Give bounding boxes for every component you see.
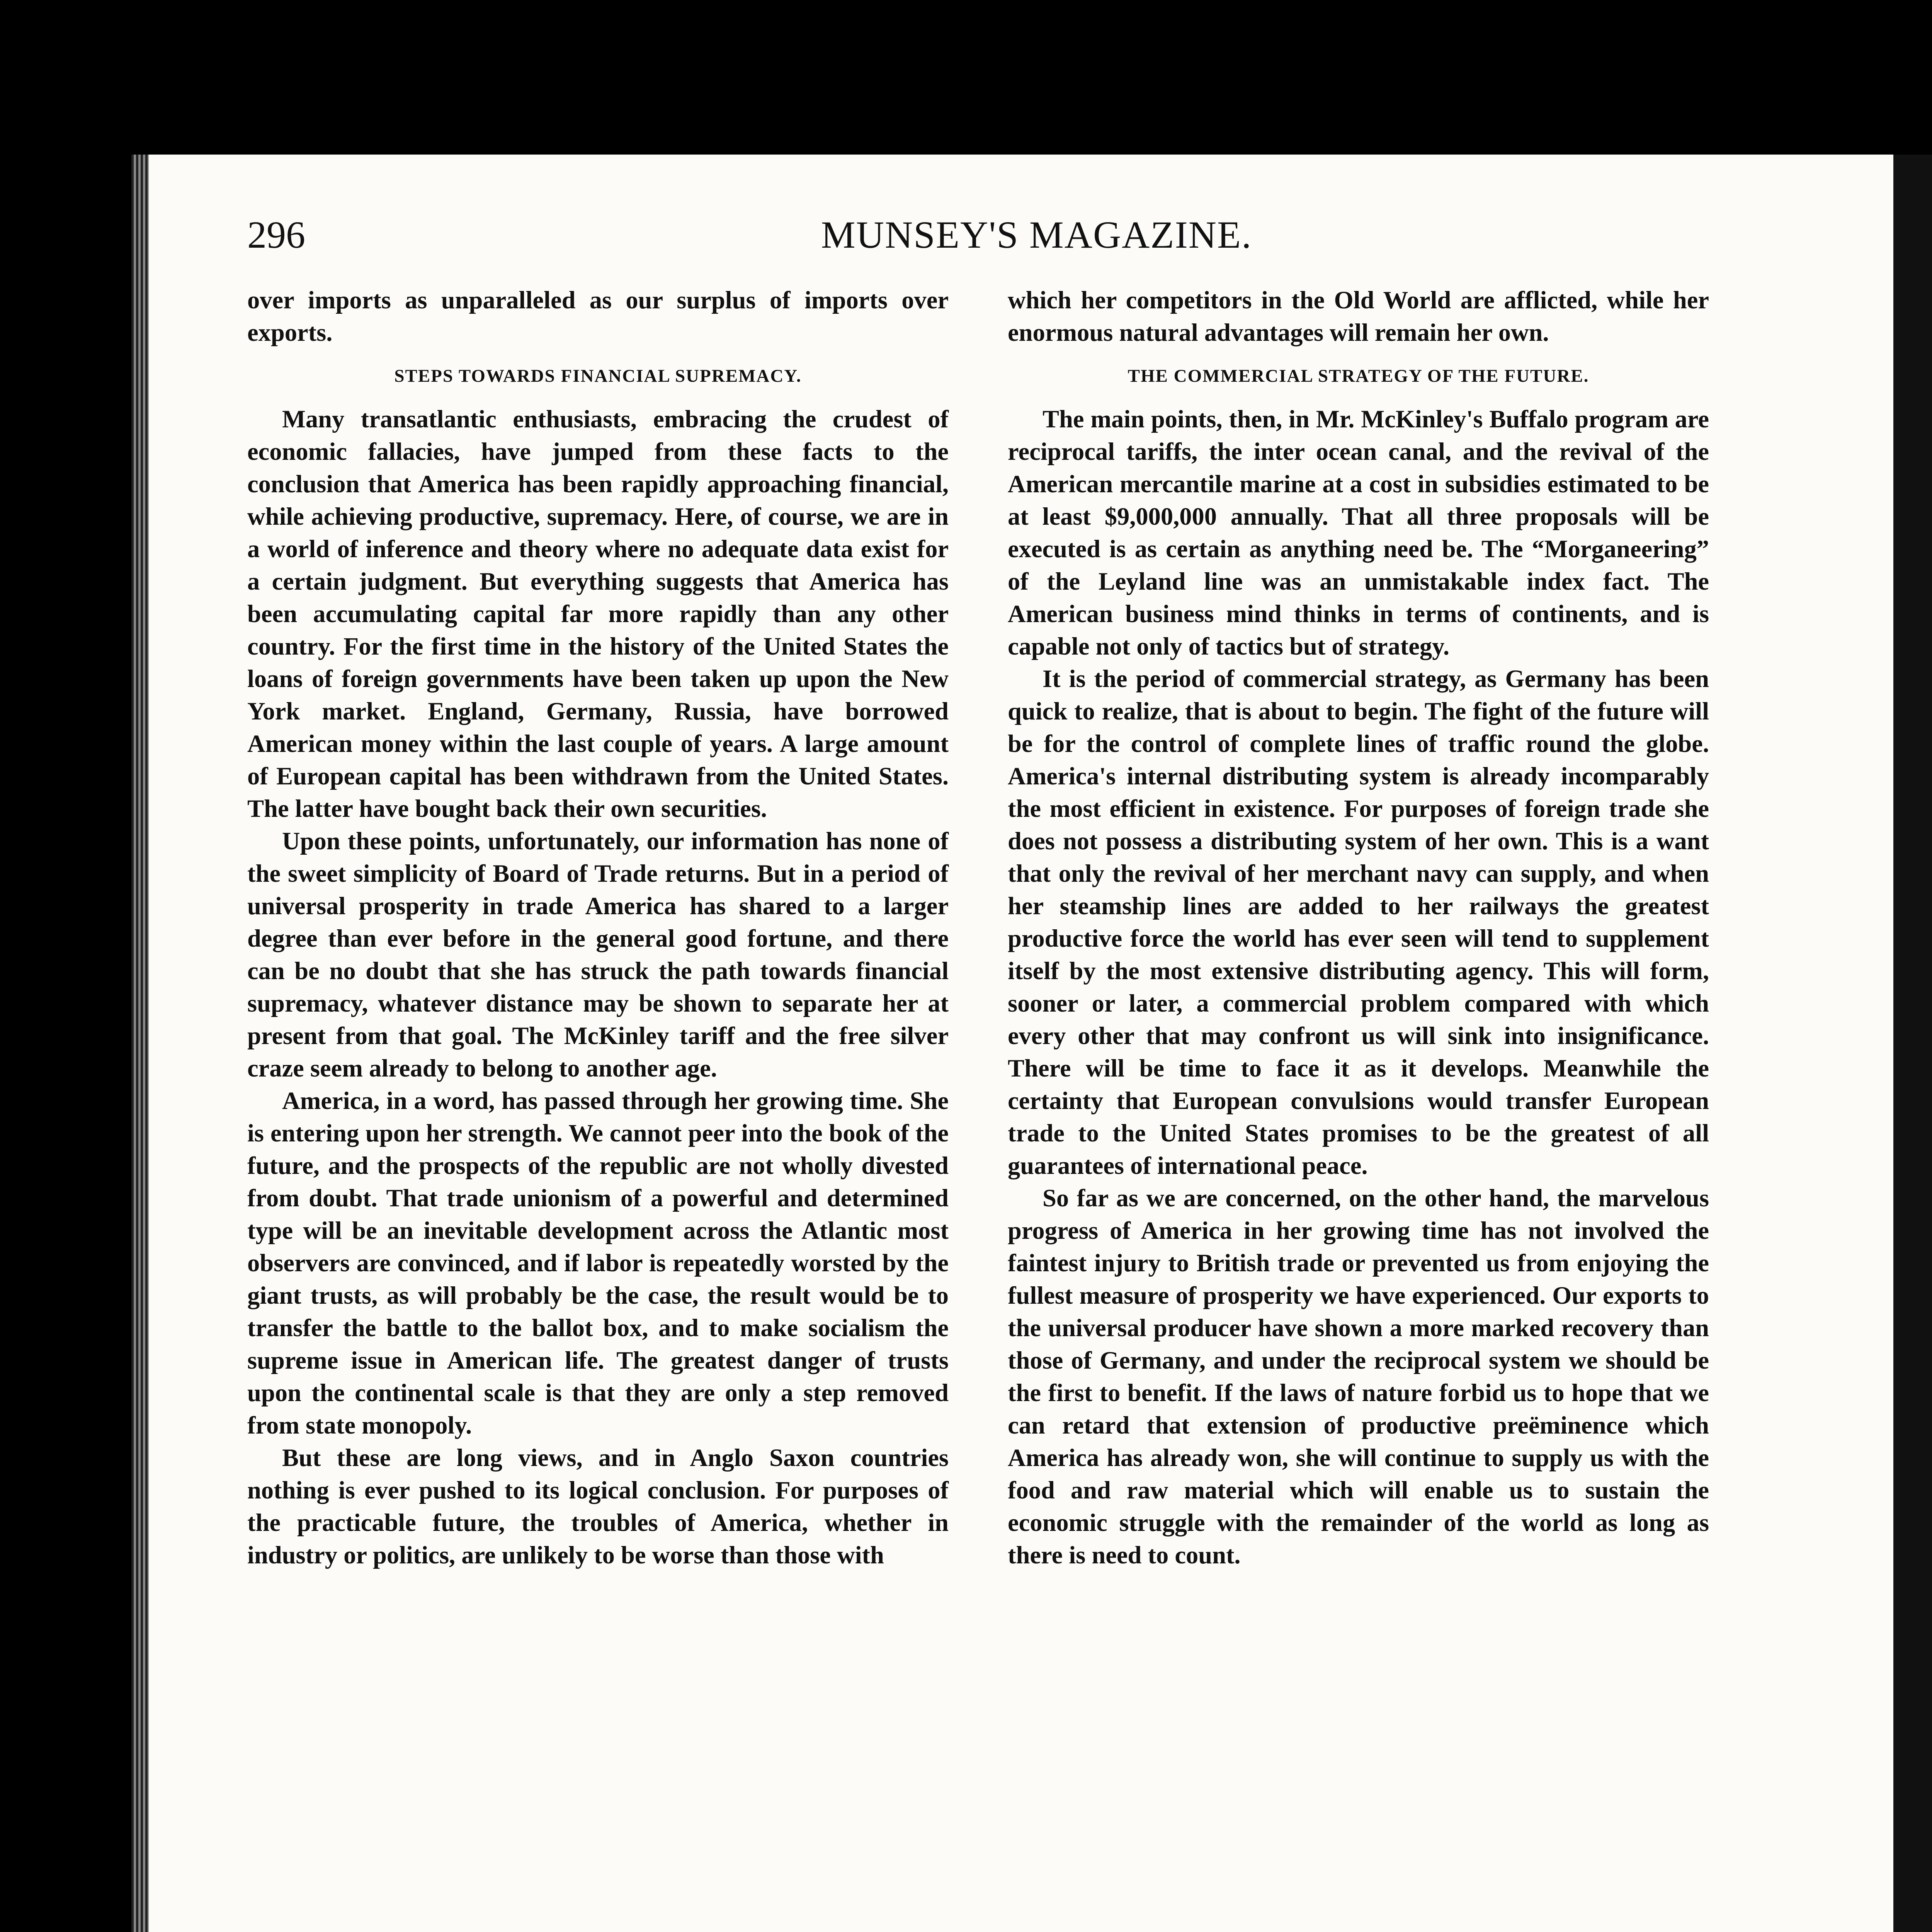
next-page-edge bbox=[1893, 155, 1932, 1932]
paragraph: America, in a word, has passed through her growing time. She is entering upon her strength. We cannot peer into the book of the future, and the prospects of the republic are not wholly divested from doubt. That trade unionism of a powerful and determined type will be an inevitable development across the Atlantic most observers are convinced, and if labor is repeatedly worsted by the giant trusts, as will probably be the case, the result would be to transfer the battle to the ballot box, and to make socialism the supreme issue in American life. The greatest danger of trusts upon the continental scale is that they are only a step removed from state monopoly. bbox=[247, 1087, 949, 1439]
page-header bbox=[247, 213, 1826, 255]
paragraph: But these are long views, and in Anglo Saxon countries nothing is ever pushed to its logical conclusion. For purposes of the practicable future, the troubles of America, whether in industry or politics, are unlikely to be worse than those with bbox=[247, 1444, 949, 1569]
paragraph: It is the period of commercial strategy, as Germany has been quick to realize, that is about to begin. The fight of the future will be for the control of complete lines of traffic round the globe. America's internal distributing system is already incomparably the most efficient in existence. For purposes of foreign trade she does not possess a distributing system of her own. This is a want that only the revival of her merchant navy can supply, and when her steamship lines are added to her railways the greatest productive force the world has ever seen will tend to supplement itself by the most extensive distributing agency. This will form, sooner or later, a commercial problem compared with which every other that may confront us will sink into insignificance. There will be time to face it as it develops. Meanwhile the certainty that European convulsions would transfer European trade to the United States promises to be the greatest of all guarantees of international peace. bbox=[1008, 665, 1709, 1179]
paragraph: over imports as unparalleled as our surplus of imports over exports. bbox=[247, 286, 949, 346]
paragraph: which her competitors in the Old World are afflicted, while her enormous natural advantages will remain her own. bbox=[1008, 286, 1709, 346]
paragraph: Many transatlantic enthusiasts, embracing the crudest of economic fallacies, have jumped from these facts to the conclusion that America has been rapidly approaching financial, while achieving productive, supremacy. Here, of course, we are in a world of inference and theory where no adequate data exist for a certain judgment. But everything suggests that America has been accumulating capital far more rapidly than any other country. For the first time in the history of the United States the loans of foreign governments have been taken up upon the New York market. England, Germany, Russia, have borrowed American money within the last couple of years. A large amount of European capital has been withdrawn from the United States. The latter have bought back their own securities. bbox=[247, 405, 949, 822]
left-column bbox=[247, 284, 949, 1571]
paragraph: The main points, then, in Mr. McKinley's Buffalo program are reciprocal tariffs, the inter ocean canal, and the revival of the American mercantile marine at a cost in subsidies estimated to be at least $9,000,000 annually. That all three proposals will be executed is as certain as anything need be. The “Morganeering” of the Leyland line was an unmistakable index fact. The American business mind thinks in terms of continents, and is capable not only of tactics but of strategy. bbox=[1008, 405, 1709, 660]
right-column bbox=[1008, 284, 1709, 1571]
running-head: MUNSEY'S MAGAZINE. bbox=[821, 213, 1252, 256]
paragraph: So far as we are concerned, on the other hand, the marvelous progress of America in her growing time has not involved the faintest injury to British trade or prevented us from enjoying the fullest measure of prosperity we have experienced. Our exports to the universal producer have shown a more marked recovery than those of Germany, and under the reciprocal system we should be the first to benefit. If the laws of nature forbid us to hope that we can retard that extension of productive preëminence which America has already won, she will continue to supply us with the food and raw material which will enable us to sustain the economic struggle with the remainder of the world as long as there is need to count. bbox=[1008, 1184, 1709, 1569]
page-number: 296 bbox=[247, 213, 305, 256]
paragraph: Upon these points, unfortunately, our information has none of the sweet simplicity of Board of Trade returns. But in a period of universal prosperity in trade America has shared to a larger degree than ever before in the general good fortune, and there can be no doubt that she has struck the path towards financial supremacy, whatever distance may be shown to separate her at present from that goal. The McKinley tariff and the free silver craze seem already to belong to another age. bbox=[247, 827, 949, 1082]
section-heading: STEPS TOWARDS FINANCIAL SUPREMACY. bbox=[394, 366, 802, 386]
binding-edge bbox=[131, 155, 149, 1932]
section-heading: THE COMMERCIAL STRATEGY OF THE FUTURE. bbox=[1128, 366, 1589, 386]
